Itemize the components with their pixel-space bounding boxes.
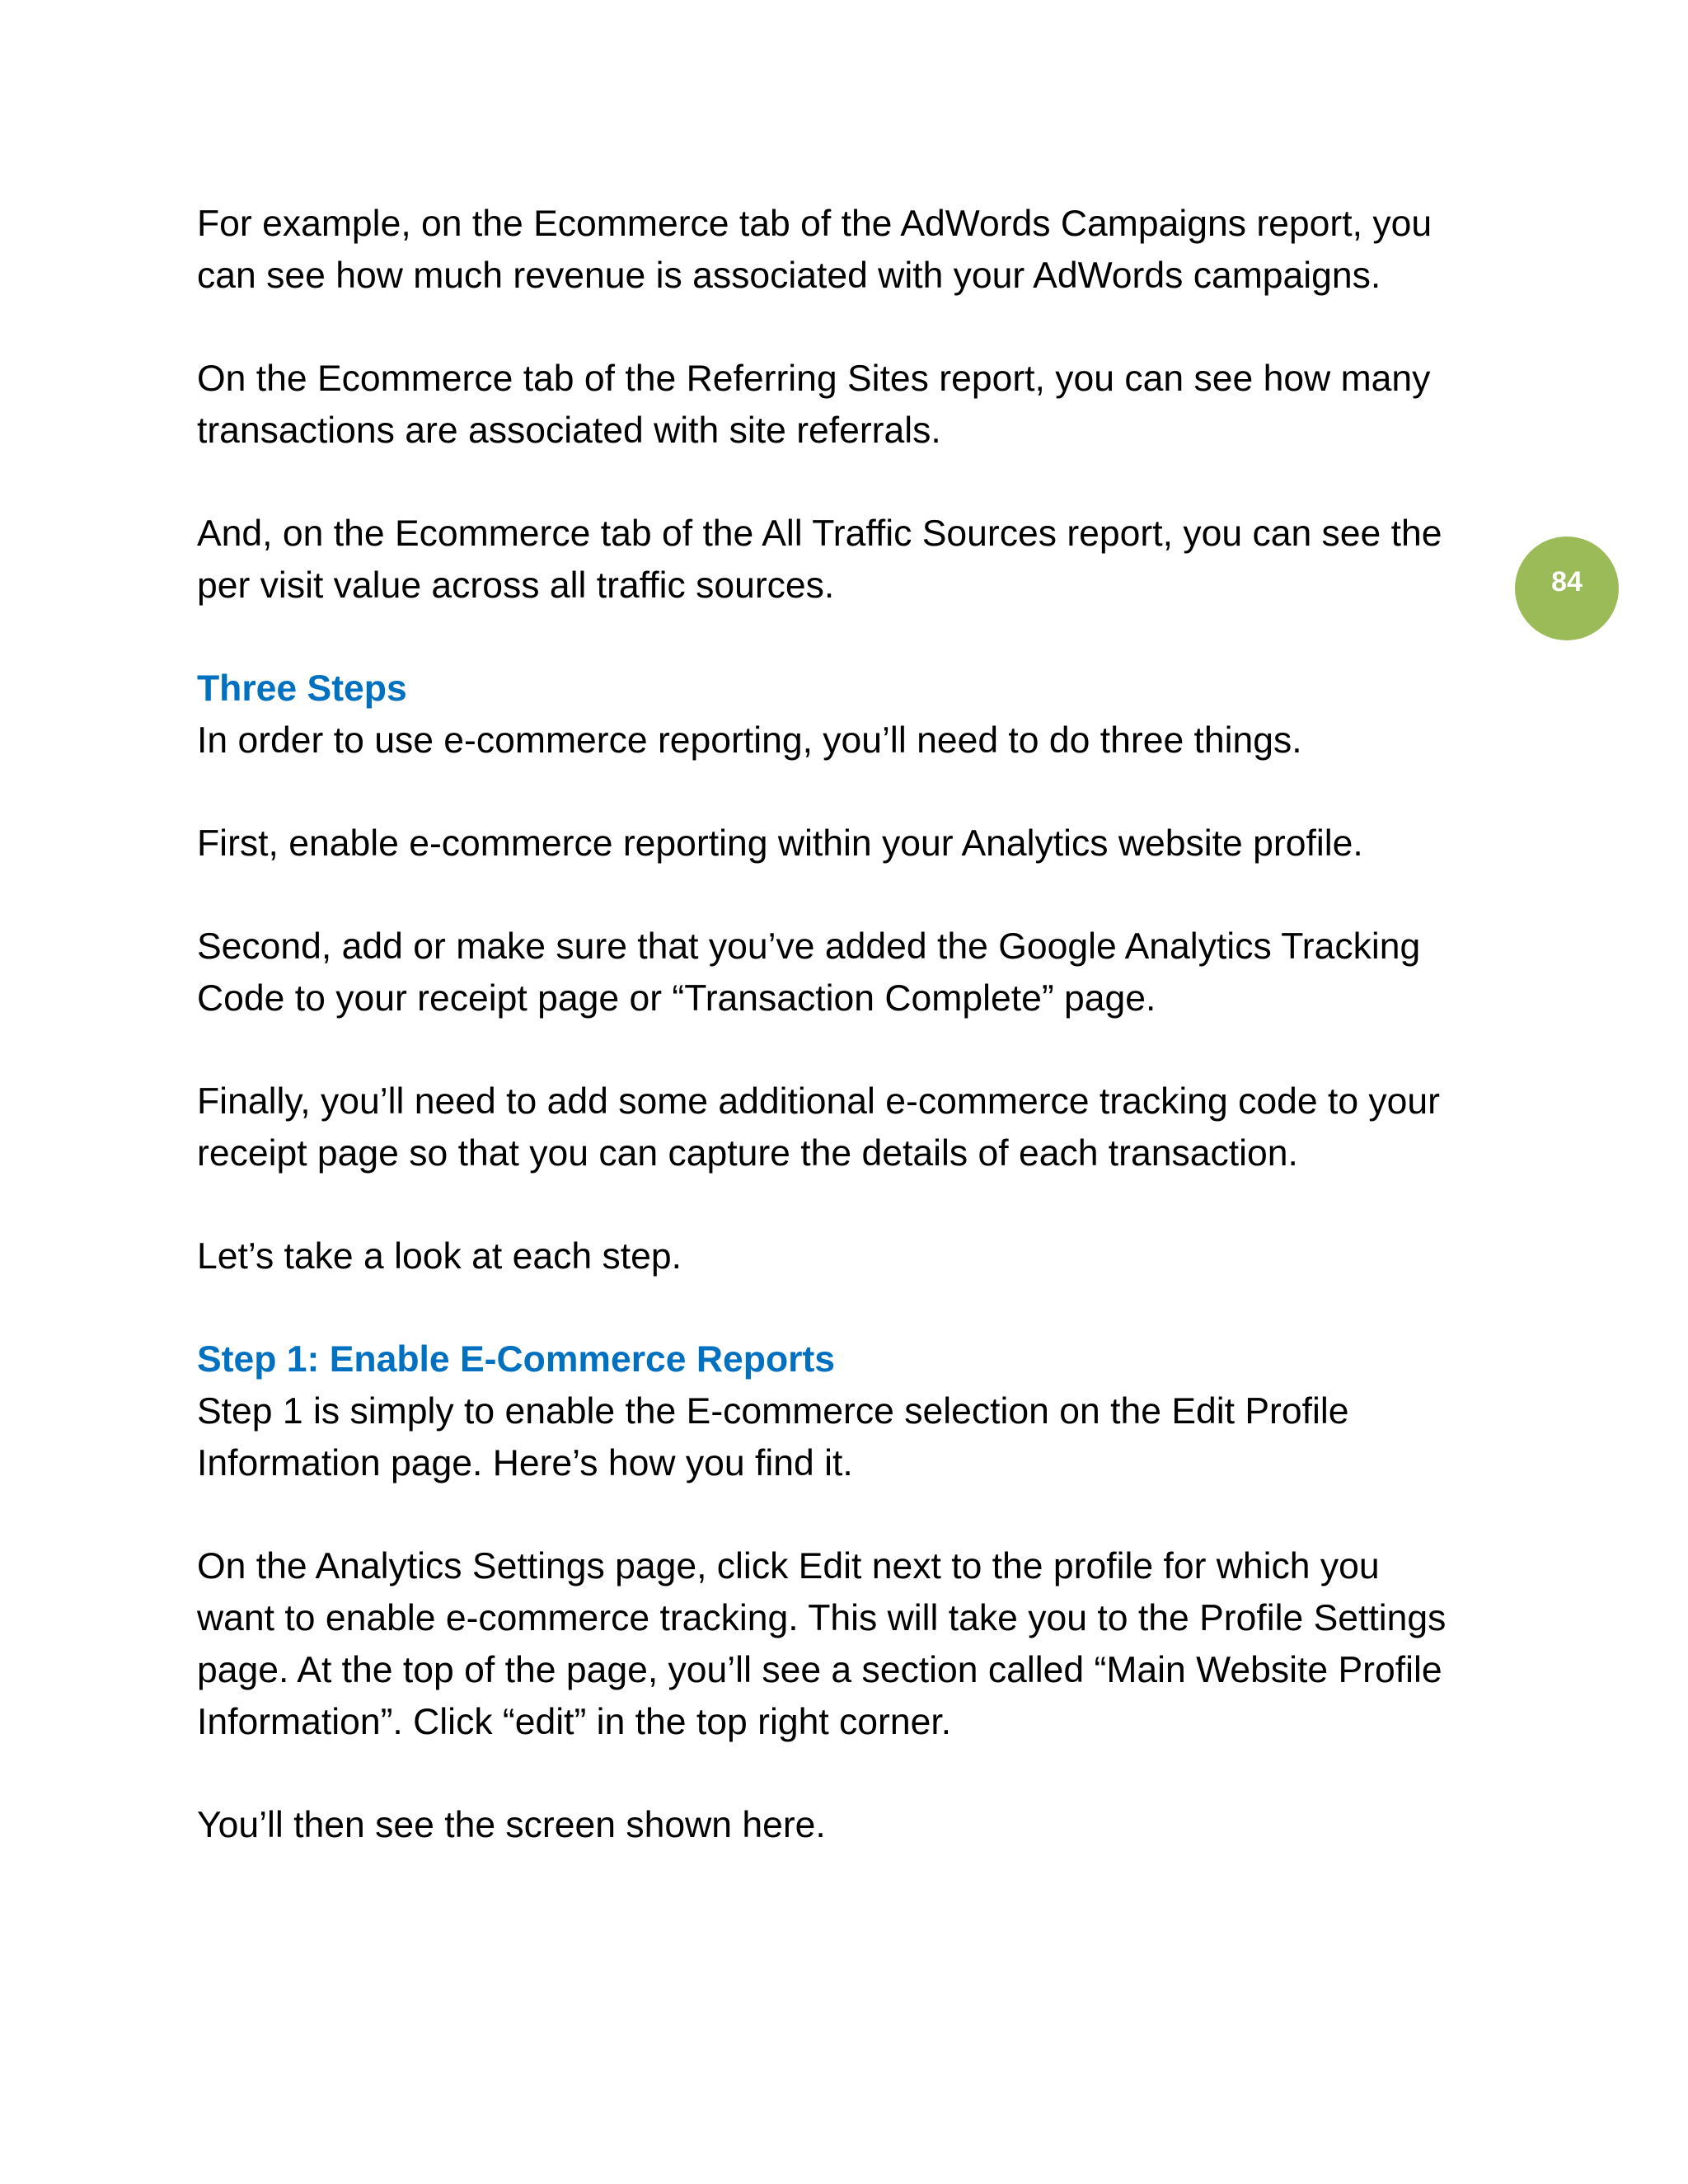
page-number: 84 [1551, 566, 1582, 598]
heading-three-steps: Three Steps [197, 668, 407, 709]
paragraph-screen-shown: You’ll then see the screen shown here. [197, 1805, 826, 1845]
paragraph-adwords-campaigns: For example, on the Ecommerce tab of the AdWords Campaigns report, you can see how much revenue is associated with your AdWords campaigns. [197, 204, 1432, 296]
paragraph-first-step: First, enable e-commerce reporting within your Analytics website profile. [197, 823, 1363, 864]
paragraph-referring-sites: On the Ecommerce tab of the Referring Sites report, you can see how many transactions are associated with site referrals. [197, 359, 1431, 451]
paragraph-second-step: Second, add or make sure that you’ve added the Google Analytics Tracking Code to your receipt page or “Transaction Complete” page. [197, 926, 1421, 1019]
paragraph-third-step: Finally, you’ll need to add some additional e-commerce tracking code to your receipt page so that you can capture the details of each transaction. [197, 1081, 1441, 1174]
paragraph-analytics-settings: On the Analytics Settings page, click Edit next to the profile for which you want to enable e-commerce tracking. This will take you to the Profile Settings page. At the top of the page, you’ll see a section called “Main Website Profile Information”. Click “edit” in the top right corner. [197, 1546, 1447, 1742]
paragraph-all-traffic-sources: And, on the Ecommerce tab of the All Traffic Sources report, you can see the per visit value across all traffic sources. [197, 513, 1442, 606]
paragraph-look-each-step: Let’s take a look at each step. [197, 1236, 682, 1277]
page-number-badge [1515, 537, 1619, 640]
paragraph-step-1-intro: Step 1 is simply to enable the E-commerce selection on the Edit Profile Information page. Here’s how you find it. [197, 1391, 1349, 1483]
document-body [197, 198, 1466, 1902]
heading-step-1: Step 1: Enable E-Commerce Reports [197, 1339, 836, 1380]
paragraph-three-things: In order to use e-commerce reporting, you’ll need to do three things. [197, 720, 1302, 761]
